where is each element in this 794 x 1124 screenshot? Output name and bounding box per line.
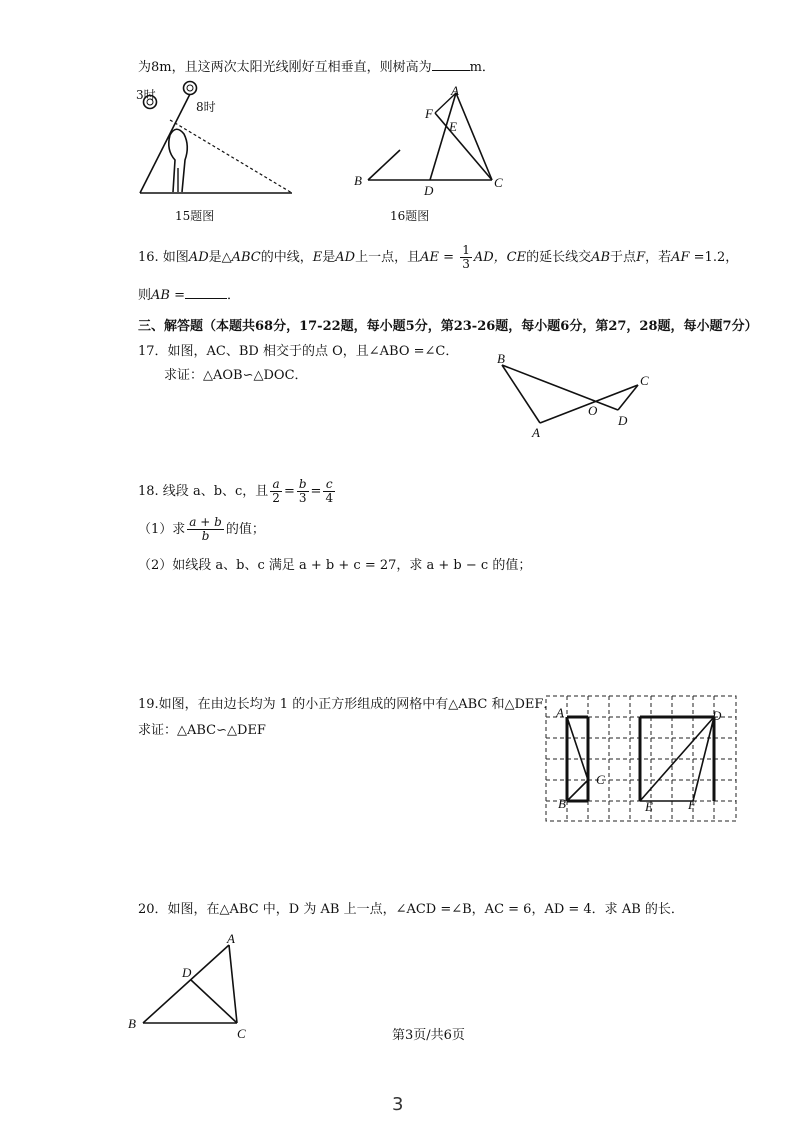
q18-line1: 18. 线段 a、b、c，且 $\frac{a}{2}$ = $\frac{b}{3}$ = $\frac{c}{4}$ — [138, 477, 334, 505]
q19-line1: 19.如图，在由边长均为 1 的小正方形组成的网格中有△ABC 和△DEF． — [138, 697, 557, 712]
label-O: O — [588, 403, 598, 418]
q18-part2: （2）如线段 a、b、c 满足 a + b + c = 27，求 a + b − c 的值； — [138, 558, 532, 573]
q16-text: 16. 如图AD是△ABC的中线，E是AD上一点，且AE = $\frac{1}{3}$ AD，CE的延长线交AB于点F，若AF =1.2， — [138, 243, 739, 271]
label-A: A — [227, 931, 235, 946]
label-E: E — [645, 799, 653, 814]
label-E: E — [449, 119, 457, 134]
q20-figure — [125, 930, 260, 1040]
answer-blank — [432, 58, 470, 71]
label-D: D — [424, 183, 434, 198]
label-C: C — [596, 772, 605, 787]
fraction-c-4: $\frac{c}{4}$ — [325, 477, 334, 505]
label-F: F — [688, 797, 696, 812]
q16-caption: 16题图 — [390, 209, 430, 223]
label-D: D — [182, 965, 192, 980]
label-B: B — [128, 1016, 136, 1031]
label-B: B — [354, 173, 362, 188]
q19-line2: 求证：△ABC∽△DEF — [138, 723, 266, 738]
q20-line1: 20．如图，在△ABC 中，D 为 AB 上一点，∠ACD =∠B，AC = 6，AD = 4．求 AB 的长． — [138, 902, 684, 917]
q19-grid-figure — [546, 696, 736, 821]
segment-cf — [435, 113, 492, 180]
page-of-footer: 第3页/共6页 — [392, 1028, 465, 1043]
fraction-a-plus-b-over-b: $\frac{a + b}{b}$ — [189, 515, 222, 543]
segment-ba — [143, 945, 229, 1023]
label-B: B — [558, 796, 566, 811]
q16-text-line2: 则AB = ． — [138, 288, 241, 303]
label-F: F — [425, 106, 433, 121]
q18-part1: （1）求 $\frac{a + b}{b}$ 的值； — [138, 515, 265, 543]
segment-dc — [191, 980, 237, 1023]
fraction-b-3: $\frac{b}{3}$ — [298, 477, 307, 505]
label-C: C — [237, 1026, 246, 1041]
label-D: D — [712, 708, 722, 723]
q15-caption: 15题图 — [175, 209, 215, 223]
segment-ab — [502, 365, 540, 423]
label-A: A — [556, 705, 564, 720]
segment-ac — [229, 945, 237, 1023]
label-D: D — [618, 413, 628, 428]
segment-bc — [567, 780, 588, 801]
q17-line1: 17．如图，AC、BD 相交于的点 O，且∠ABO =∠C． — [138, 344, 459, 359]
label-C: C — [640, 373, 649, 388]
label-A: A — [451, 83, 459, 98]
fraction-one-third: $\frac{1}{3}$ — [462, 243, 470, 271]
segment-bf — [368, 150, 400, 180]
fraction-a-2: $\frac{a}{2}$ — [272, 477, 280, 505]
section-title: 三、解答题（本题共68分，17-22题，每小题5分，第23-26题，每小题6分，第27，28题，每小题7分） — [138, 319, 758, 334]
label-A: A — [532, 425, 540, 440]
label-8h: 8时 — [196, 100, 216, 114]
label-B: B — [497, 351, 505, 366]
q15-text: 为8m，且这两次太阳光线刚好互相垂直，则树高为 m． — [138, 60, 495, 75]
q16-figure — [350, 83, 520, 198]
q17-figure — [490, 351, 660, 440]
segment-ac — [567, 717, 588, 780]
q17-line2: 求证：△AOB∽△DOC． — [164, 368, 308, 383]
answer-blank — [185, 286, 227, 299]
segment-ac — [456, 93, 492, 180]
page-number: 3 — [392, 1094, 404, 1115]
label-3h: 3时 — [136, 88, 156, 102]
segment-bd — [502, 365, 618, 410]
label-C: C — [494, 175, 503, 190]
q15-figure — [130, 80, 305, 205]
